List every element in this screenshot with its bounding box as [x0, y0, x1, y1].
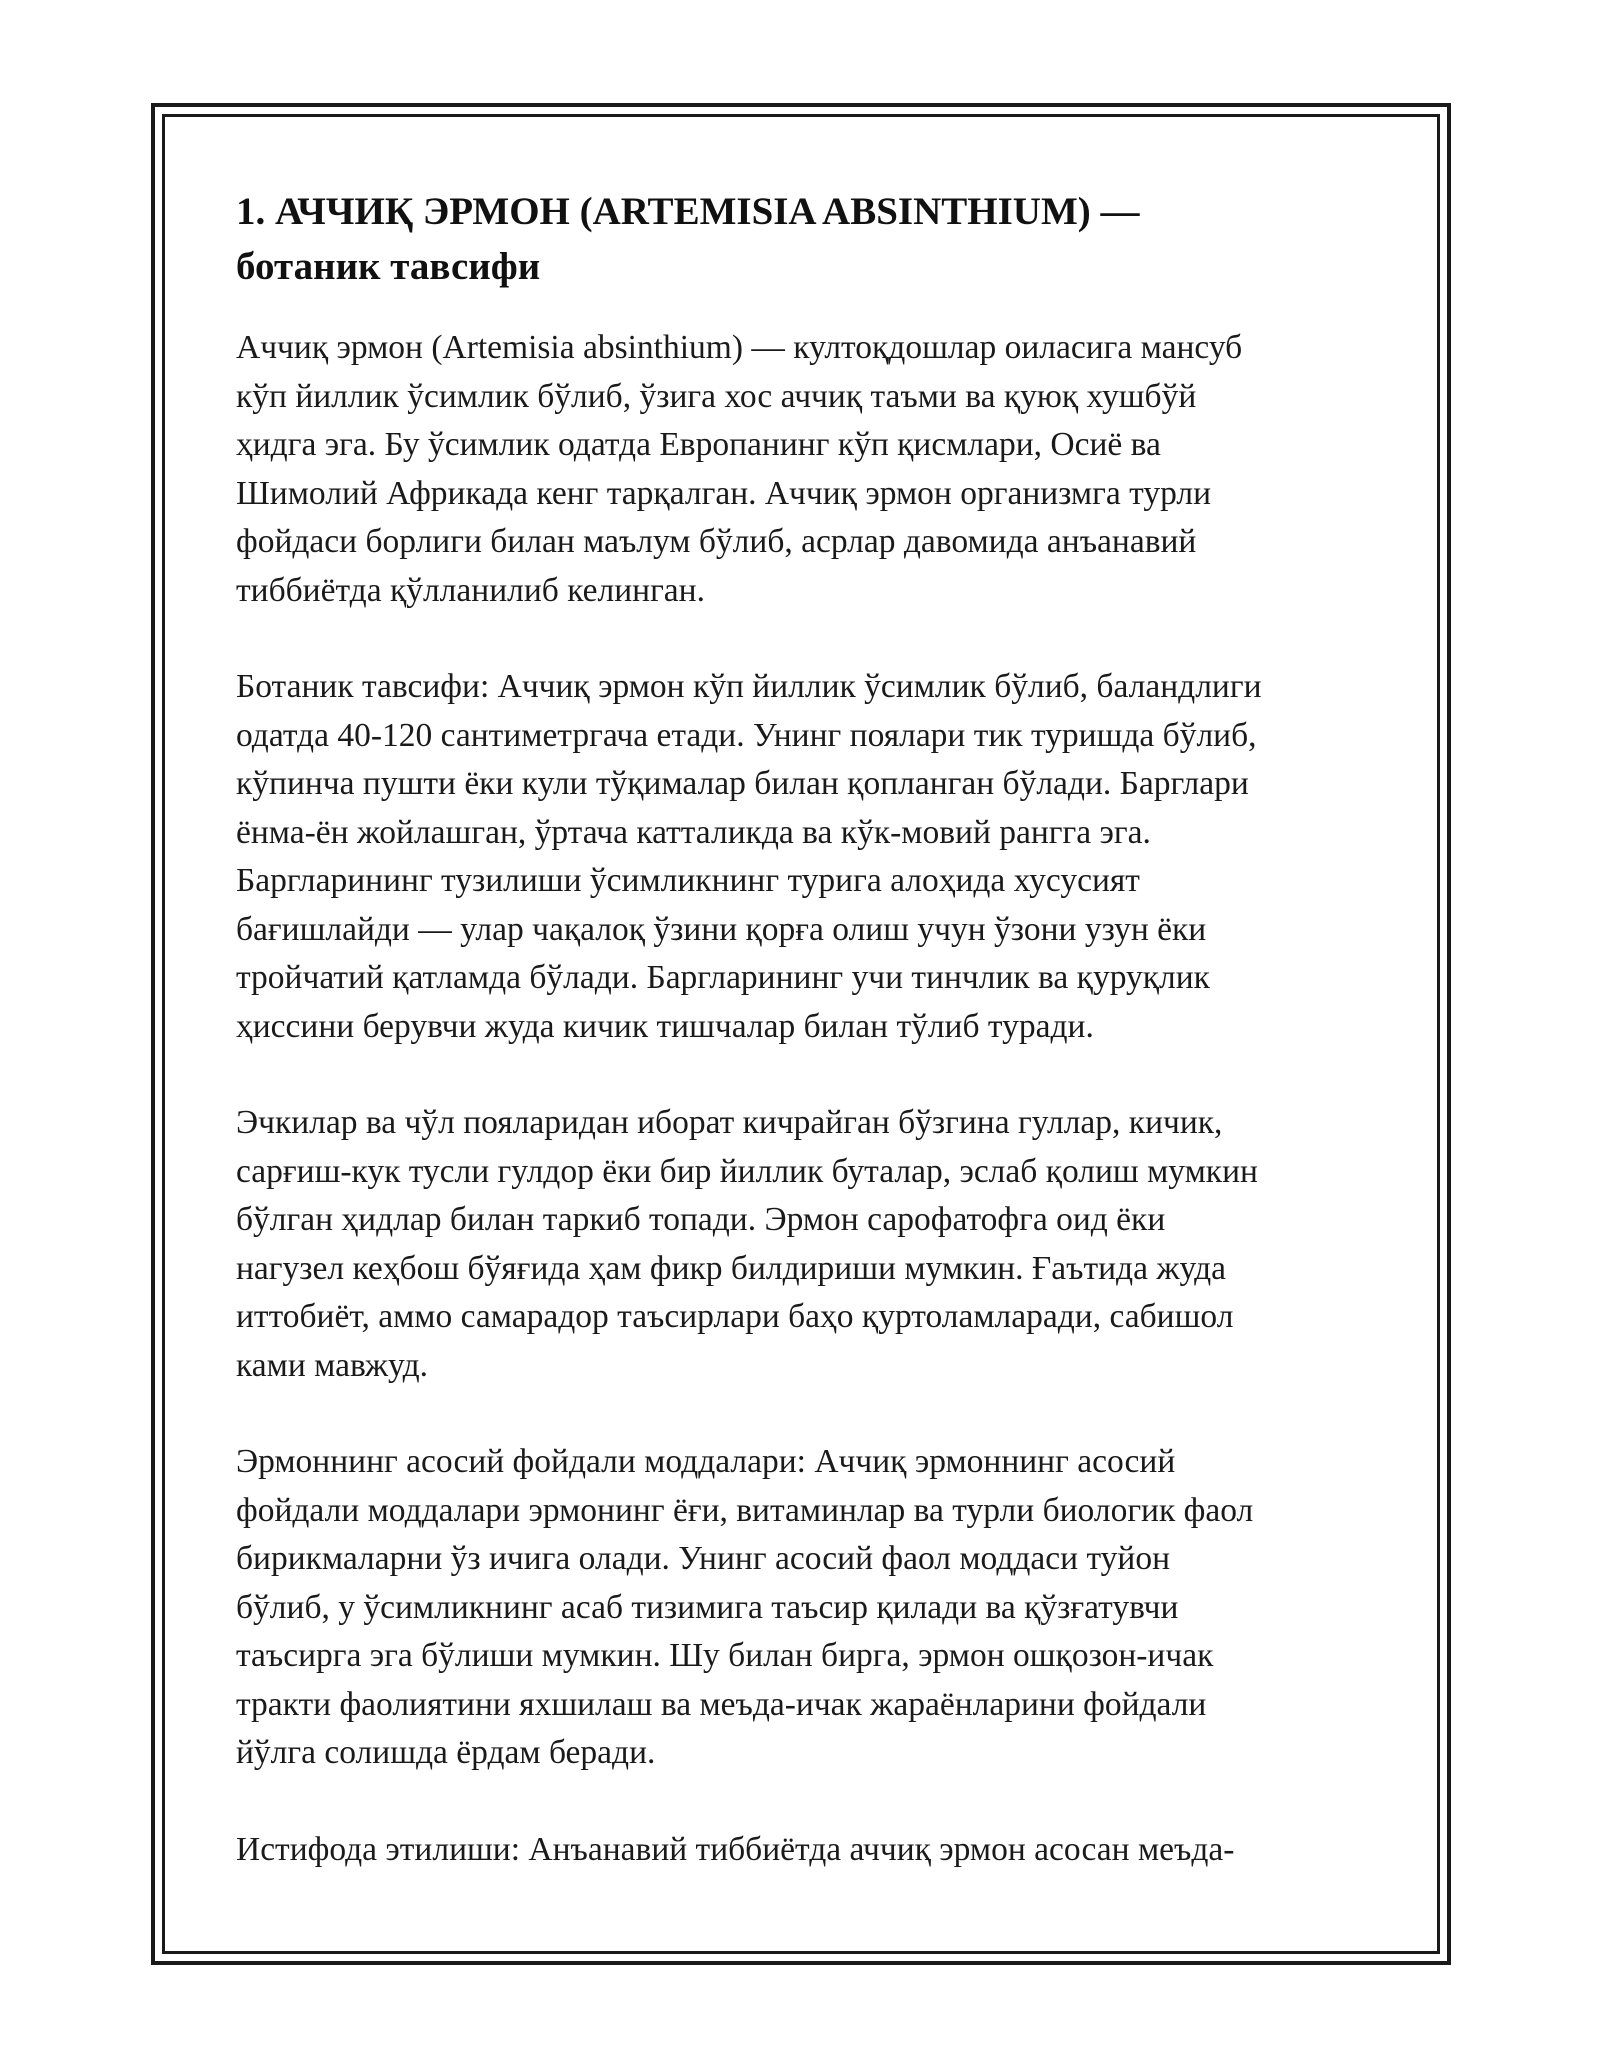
text-line: ками мавжуд.	[236, 1346, 429, 1384]
text-line: ҳидга эга. Бу ўсимлик одатда Европанинг кўп қисмлари, Осиё ва	[236, 426, 1161, 463]
text-line: бўлган ҳидлар билан таркиб топади. Эрмон сарофатофга оид ёки	[236, 1201, 1166, 1238]
text-line: бағишлайди — улар чақалоқ ўзини қорға олиш учун ўзони узун ёки	[236, 910, 1207, 948]
text-line: фойдаси борлиги билан маълум бўлиб, асрлар давомида анъанавий	[236, 523, 1197, 560]
text-line: Ботаник тавсифи: Аччиқ эрмон кўп йиллик ўсимлик бўлиб, баландлиги	[236, 668, 1262, 705]
text-line: кўп йиллик ўсимлик бўлиб, ўзига хос аччиқ таъми ва қуюқ хушбўй	[236, 377, 1197, 415]
text-line: йўлга солишда ёрдам беради.	[236, 1734, 656, 1771]
text-line: тракти фаолиятини яхшилаш ва меъда-ичак жараёнларини фойдали	[236, 1685, 1207, 1723]
text-line: Шимолий Африкада кенг тарқалган. Аччиқ эрмон организмга турли	[236, 474, 1212, 512]
paragraph-flowers	[236, 1099, 1376, 1390]
text-line: одатда 40-120 сантиметргача етади. Унинг поялари тик туришда бўлиб,	[236, 716, 1257, 754]
text-line: Аччиқ эрмон (Artemisia absinthium) — култоқдошлар оиласига мансуб	[236, 329, 1243, 366]
page-title	[236, 184, 1376, 294]
text-line: фойдали моддалари эрмонинг ёғи, витаминлар ва турли биологик фаол	[236, 1491, 1254, 1529]
text-line: тиббиётда қўлланилиб келинган.	[236, 571, 705, 609]
document-body	[236, 184, 1376, 1922]
paragraph-botanical-description	[236, 663, 1376, 1051]
text-line: бирикмаларни ўз ичига олади. Унинг асосий фаол моддаси туйон	[236, 1540, 1171, 1577]
title-line: 1. АЧЧИҚ ЭРМОН (ARTEMISIA ABSINTHIUM) —	[236, 190, 1140, 233]
text-line: иттобиёт, аммо самарадор таъсирлари баҳо қуртоламларади, сабишол	[236, 1298, 1234, 1335]
text-line: таъсирга эга бўлиши мумкин. Шу билан бирга, эрмон ошқозон-ичак	[236, 1637, 1214, 1674]
text-line: бўлиб, у ўсимликнинг асаб тизимига таъсир қилади ва қўзғатувчи	[236, 1588, 1179, 1626]
text-line: тройчатий қатламда бўлади. Баргларининг учи тинчлик ва қуруқлик	[236, 959, 1210, 996]
text-line: нагузел кеҳбош бўяғида ҳам фикр билдириши мумкин. Ғаътида жуда	[236, 1249, 1227, 1287]
text-line: ёнма-ён жойлашган, ўртача катталикда ва кўк-мовий рангга эга.	[236, 813, 1151, 851]
text-line: Эрмоннинг асосий фойдали моддалари: Аччиқ эрмоннинг асосий	[236, 1443, 1176, 1480]
paragraph-useful-substances	[236, 1438, 1376, 1778]
paragraph-intro	[236, 324, 1376, 615]
text-line: сарғиш-кук тусли гулдор ёки бир йиллик буталар, эслаб қолиш мумкин	[236, 1152, 1258, 1190]
text-line: Баргларининг тузилиши ўсимликнинг турига алоҳида хусусият	[236, 862, 1140, 899]
paragraph-usage	[236, 1826, 1376, 1875]
text-line: кўпинча пушти ёки кули тўқималар билан қопланган бўлади. Барглари	[236, 765, 1249, 802]
title-line: ботаник тавсифи	[236, 245, 541, 288]
text-line: Истифода этилиши: Анъанавий тиббиётда аччиқ эрмон асосан меъда-	[236, 1830, 1235, 1868]
text-line: ҳиссини берувчи жуда кичик тишчалар билан тўлиб туради.	[236, 1007, 1094, 1045]
text-line: Эчкилар ва чўл пояларидан иборат кичрайган бўзгина гуллар, кичик,	[236, 1104, 1223, 1141]
